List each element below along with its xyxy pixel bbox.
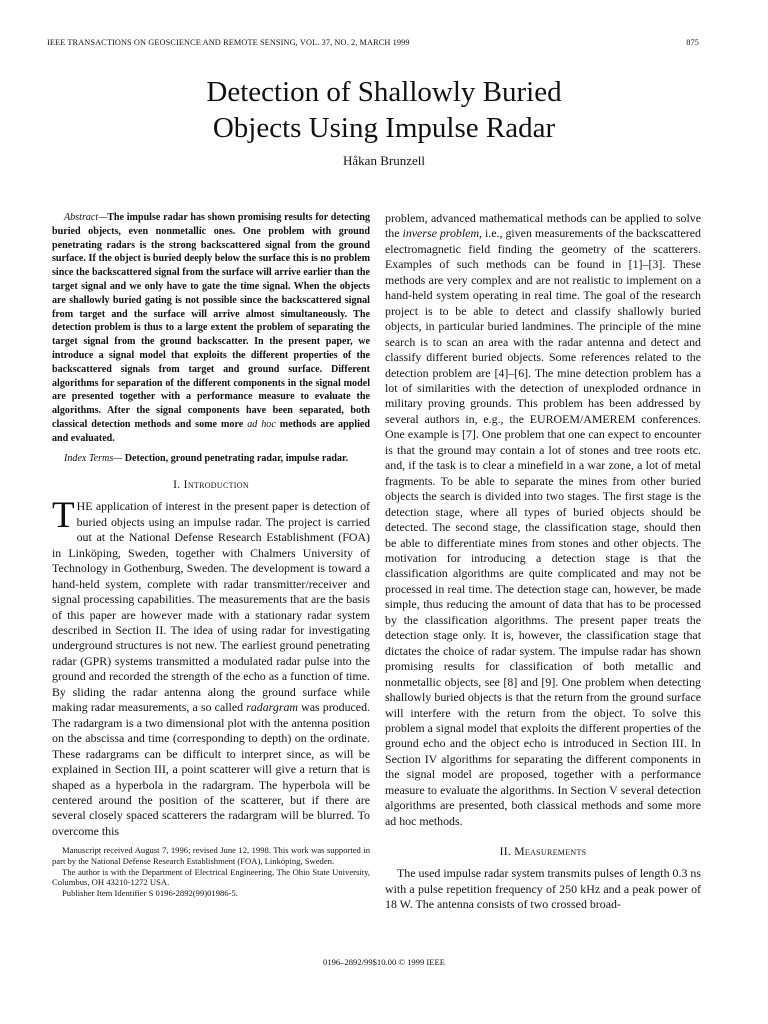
index-terms-text: Detection, ground penetrating radar, impulse radar. [122, 452, 349, 464]
introduction-text-2: was produced. The radargram is a two dimensional plot with the antenna position on the abscissa and time (corresponding to depth) on the ordinate. These radargrams can be difficult to interpret since, as will be explained in Section III, a point scatterer will give a return that is shaped as a hyperbola in the radargram. The hyperbola will be centered around the position of the scatterer, but if there are several closely spaced scatterers the radargram will be blurred. To overcome this [52, 700, 370, 838]
introduction-paragraph [52, 495, 370, 839]
section-2-numeral: II. [499, 845, 515, 859]
abstract-lead: Abstract— [64, 212, 108, 223]
right-italic: inverse problem [402, 226, 480, 241]
measurements-text: The used impulse radar system transmits pulses of length 0.3 ns with a pulse repetition frequency of 250 kHz and a peak power of 18 W. The antenna consists of two crossed broad- [385, 866, 701, 912]
running-header [47, 38, 699, 50]
drop-cap: T [52, 495, 75, 537]
copyright-footer: 0196–2892/99$10.00 © 1999 IEEE [322, 957, 446, 967]
left-column [52, 211, 370, 898]
right-text-1: problem, advanced mathematical methods can be applied to solve the [385, 211, 701, 241]
abstract [52, 211, 370, 446]
section-1-title: Introduction [183, 478, 249, 492]
right-text-2: , i.e., given measurements of the backscattered electromagnetic field finding the geometry of the scatterers. Examples of such methods can be found in [1]–[3]. These methods are very complex and are not realistic to implement on a hand-held system operating in real time. The goal of the research project is to be able to detect and classify shallowly buried objects, in particular buried landmines. The principle of the mine search is to scan an area with the radar antenna and detect and classify different buried objects. Some references related to the detection problem are [4]–[6]. The mine detection problem has a lot of similarities with the detection of unexploded ordnance in military proving grounds. This problem has been addressed by several authors in, e.g., the EUROEM/AMEREM conferences. One example is [7]. One problem that one can expect to encounter is that the ground may contain a lot of stones and tree roots etc. and, if the task is to clear a minefield in a war zone, a lot of metal fragments. To be able to separate the mines from other buried objects the search is divided into two stages. The first stage is the detection stage, where all types of buried objects should be detected. The second stage, the classification stage, should then be able to differentiate mines from stones and other objects. The motivation for introducing a detection stage is that the classification algorithms are quite complicated and may not be processed in real time. The detection stage can, however, be made simple, thus reducing the amount of data that has to be processed by the classification algorithms. The present paper treats the detection stage only. It is, however, the classification stage that dictates the choice of radar system. The impulse radar has shown promising results for classification of both metallic and nonmetallic objects, see [8] and [9]. One problem when detecting shallowly buried objects is that the return from the ground surface will interfere with the return from the object. To solve this problem a signal model that exploits the different properties of the ground echo and the object echo is introduced in Section III. In Section IV algorithms for separating the different components in the signal model are proposed, together with a performance measure to evaluate the algorithms. In Section V several detection algorithms are presented, both classical methods and some more ad hoc methods. [385, 226, 701, 828]
paper-title [0, 74, 768, 146]
footnote-affiliation: The author is with the Department of Electrical Engineering, The Ohio State University, Columbus, OH 43210-1272 USA. [52, 866, 370, 888]
introduction-continued [385, 211, 701, 829]
page-number: 875 [686, 38, 699, 47]
section-2-title: Measurements [514, 845, 587, 859]
introduction-text-1: HE application of interest in the present paper is detection of buried objects using an impulse radar. The project is carried out at the National Defense Research Establishment (FOA) in Linköping, Sweden, together with Chalmers University of Technology in Gothenburg, Sweden. The development is toward a hand-held system, complete with radar transmitter/receiver and signal processing capabilities. The measurements that are the basis of this paper are however made with a stationary radar system described in Section II. The idea of using radar for investigating underground structures is not new. The earliest ground penetrating radar (GPR) systems transmitted a modulated radar pulse into the ground and recorded the strength of the echo as a function of time. By sliding the radar antenna along the ground surface while making radar measurements, a so called [52, 499, 370, 715]
journal-name: IEEE TRANSACTIONS ON GEOSCIENCE AND REMOTE SENSING, VOL. 37, NO. 2, MARCH 1999 [47, 38, 410, 47]
index-terms [52, 452, 370, 466]
title-line-2: Objects Using Impulse Radar [212, 112, 556, 144]
author-name: Håkan Brunzell [343, 153, 425, 168]
footnote-received: Manuscript received August 7, 1996; revised June 12, 1998. This work was supported in part by the National Defense Research Establishment (FOA), Linköping, Sweden. [52, 845, 370, 866]
right-column [385, 211, 701, 912]
section-heading-introduction [52, 478, 370, 491]
index-terms-lead: Index Terms— [64, 452, 123, 464]
section-heading-measurements [385, 845, 701, 858]
title-line-1: Detection of Shallowly Buried [206, 76, 562, 108]
introduction-italic: radargram [246, 700, 298, 715]
section-1-numeral: I. [173, 478, 184, 492]
footnote-identifier: Publisher Item Identifier S 0196-2892(99)01986-5. [62, 887, 238, 898]
measurements-paragraph [385, 866, 701, 912]
abstract-italic: ad hoc [247, 418, 276, 430]
abstract-text-2: methods are applied and evaluated. [52, 418, 370, 444]
footnotes [52, 845, 370, 898]
abstract-text-1: The impulse radar has shown promising results for detecting buried objects, even nonmetallic ones. One problem with ground penetrating radars is the strong backscattered signal from the ground surface. If the object is buried deeply below the surface this is no problem since the backscattered signal from the surface will arrive earlier than the target signal and we only have to gate the time signal. When the objects are shallowly buried gating is not possible since the backscattered signal from target and the surface will arrive almost simultaneously. The detection problem is thus to a large extent the problem of separating the target signal from the ground backscatter. In the present paper, we introduce a signal model that exploits the different properties of the backscattered signals from target and ground surface. Different algorithms for separation of the different components in the signal model are presented together with a performance measure to evaluate the algorithms. After the signal components have been separated, both classical detection methods and some more [52, 212, 370, 430]
